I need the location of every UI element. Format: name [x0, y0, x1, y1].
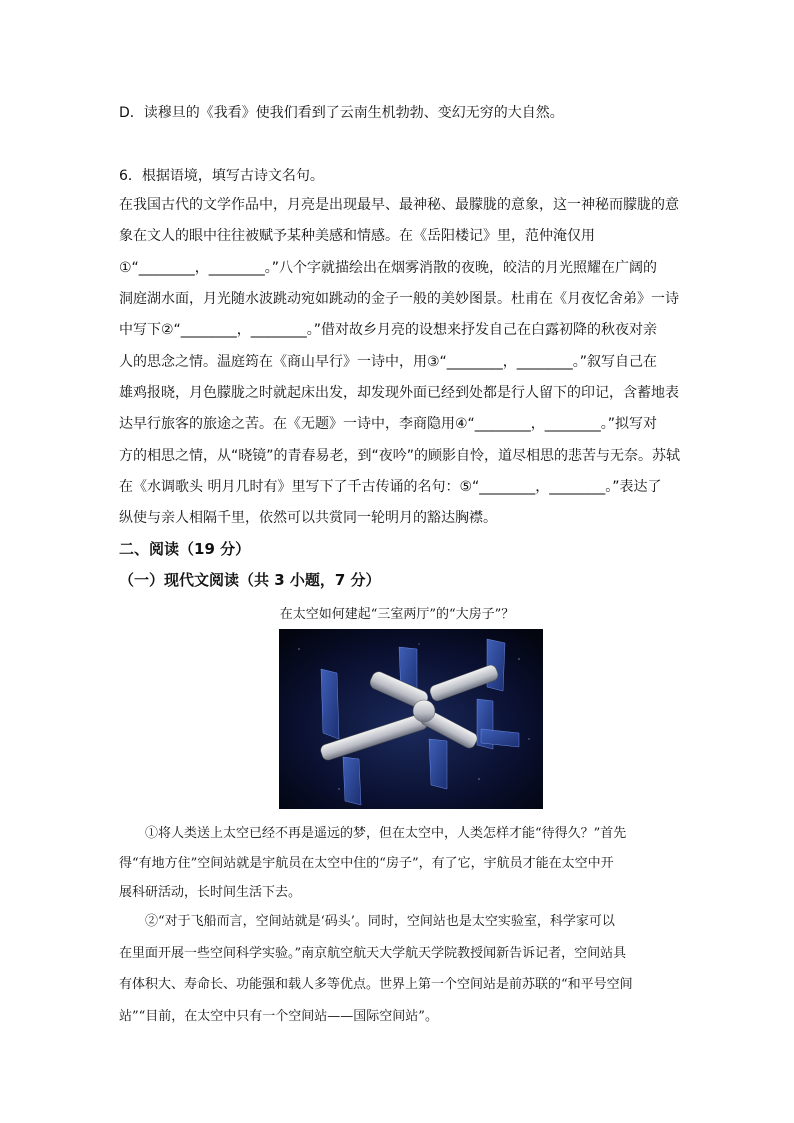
paragraph-line: 在里面开展一些空间科学实验。”南京航空航天大学航天学院教授闻新告诉记者，空间站具: [119, 946, 627, 961]
space-station-image: [279, 629, 543, 809]
q6-line: 象在文人的眼中往往被赋予某种美感和情感。在《岳阳楼记》里，范仲淹仅用: [119, 228, 595, 244]
q6-line: ①“________，________。”八个字就描绘出在烟雾消散的夜晚，皎洁的月光照耀在广阔的: [119, 260, 658, 276]
q6-line: 在《水调歌头 明月几时有》里写下了千古传诵的名句：⑤“________，________。”表达了: [119, 479, 662, 495]
question-6-title: 6．根据语境，填写古诗文名句。: [119, 168, 324, 184]
paragraph-line: ②“对于飞船而言，空间站就是‘码头’。同时，空间站也是太空实验室，科学家可以: [119, 914, 615, 929]
option-d: D．读穆旦的《我看》使我们看到了云南生机勃勃、变幻无穷的大自然。: [119, 105, 564, 121]
q6-line: 达早行旅客的旅途之苦。在《无题》一诗中，李商隐用④“________，________。”拟写对: [119, 416, 658, 432]
paragraph-line: 展科研活动，长时间生活下去。: [119, 885, 302, 900]
paragraph-line: 站”“目前，在太空中只有一个空间站——国际空间站”。: [119, 1009, 438, 1024]
q6-line: 在我国古代的文学作品中，月亮是出现最早、最神秘、最朦胧的意象，这一神秘而朦胧的意: [119, 197, 679, 213]
q6-line: 洞庭湖水面，月光随水波跳动宛如跳动的金子一般的美妙图景。杜甫在《月夜忆舍弟》一诗: [119, 291, 679, 307]
paragraph-line: 有体积大、寿命长、功能强和载人多等优点。世界上第一个空间站是前苏联的“和平号空间: [119, 977, 633, 992]
subsection-heading: （一）现代文阅读（共 3 小题，7 分）: [119, 571, 381, 589]
paragraph-line: ①将人类送上太空已经不再是遥远的梦，但在太空中，人类怎样才能“待得久？”首先: [119, 826, 627, 841]
q6-line: 人的思念之情。温庭筠在《商山早行》一诗中，用③“________，________。”叙写自己在: [119, 354, 658, 370]
space-station-illustration: [279, 629, 543, 809]
article-title: 在太空如何建起“三室两厅”的“大房子”？: [279, 607, 515, 622]
paragraph-line: 得“有地方住”空间站就是宇航员在太空中住的“房子”，有了它，宇航员才能在太空中开: [119, 856, 614, 871]
section-heading: 二、阅读（19 分）: [119, 540, 251, 558]
q6-line: 中写下②“________，________。”借对故乡月亮的设想来抒发自己在白露初降的秋夜对亲: [119, 322, 658, 338]
q6-line: 雄鸡报晓，月色朦胧之时就起床出发，却发现外面已经到处都是行人留下的印记，含蓄地表: [119, 385, 679, 401]
q6-line: 方的相思之情，从“晓镜”的青春易老，到“夜吟”的顾影自怜，道尽相思的悲苦与无奈。苏轼: [119, 448, 681, 464]
q6-line: 纵使与亲人相隔千里，依然可以共赏同一轮明月的豁达胸襟。: [119, 510, 497, 526]
